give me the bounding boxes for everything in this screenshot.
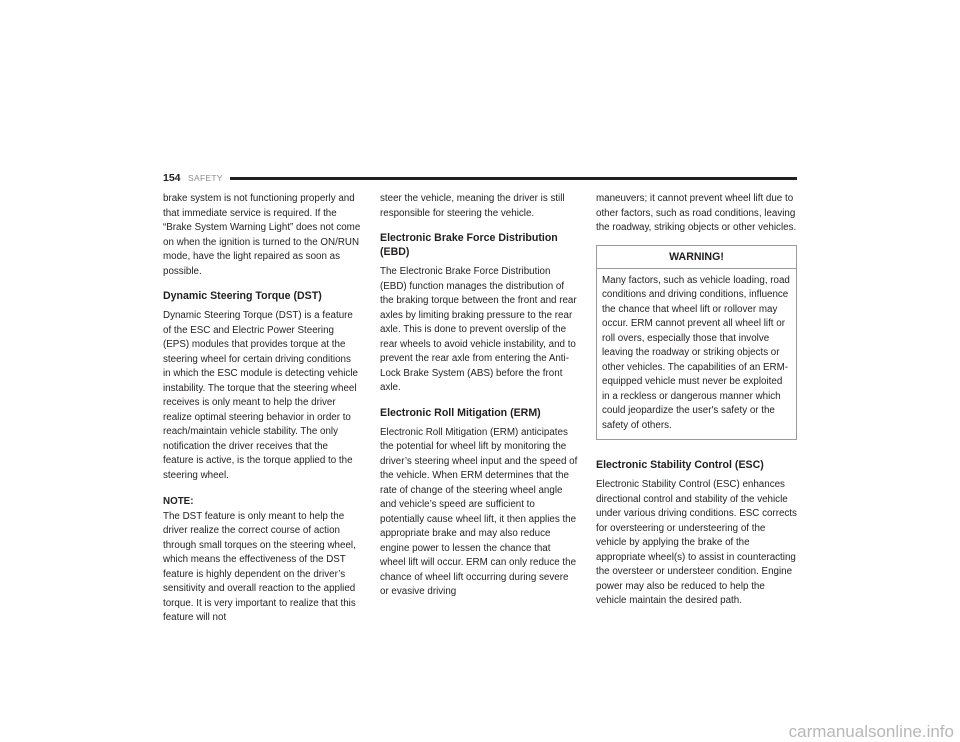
esc-paragraph: Electronic Stability Control (ESC) enhances directional control and stability of the vehicle under various driving conditions. ESC corrects for oversteering or understeering of the vehicle by applying the brake of the appropriate wheel(s) to assist in counteracting the oversteer or understeer condition. Engine power may also be reduced to help the vehicle maintain the desired path. (596, 479, 797, 606)
erm-continued-paragraph: maneuvers; it cannot prevent wheel lift due to other factors, such as road conditions, leaving the roadway, striking objects or other vehicles. (596, 193, 797, 233)
header-rule (230, 177, 797, 180)
note-body: The DST feature is only meant to help the driver realize the correct course of action through small torques on the steering wheel, which means the effectiveness of the DST feature is highly dependent on the driver’s sensitivity and overall reaction to the applied torque. It is very important to realize that this feature will not (163, 510, 356, 623)
column-middle (380, 192, 578, 600)
dst-heading: Dynamic Steering Torque (DST) (163, 290, 322, 302)
column-right (596, 192, 797, 609)
dst-paragraph: Dynamic Steering Torque (DST) is a feature of the ESC and Electric Power Steering (EPS) modules that provides torque at the steering wheel for certain driving conditions in which the ESC module is detecting vehicle instability. The torque that the steering wheel receives is only meant to help the driver realize optimal steering behavior in order to reach/maintain vehicle stability. The only notification the driver receives that the feature is active, is the torque applied to the steering wheel. (163, 310, 358, 481)
dst-continued-paragraph: steer the vehicle, meaning the driver is still responsible for steering the vehicle. (380, 193, 565, 219)
brake-warning-paragraph: brake system is not functioning properly and that immediate service is required. If the “Brake System Warning Light” does not come on when the ignition is turned to the ON/RUN mode, have the light repaired as soon as possible. (163, 193, 361, 277)
erm-paragraph: Electronic Roll Mitigation (ERM) anticipates the potential for wheel lift by monitoring the driver’s steering wheel input and the speed of the vehicle. When ERM determines that the rate of change of the steering wheel angle and vehicle’s speed are sufficient to potentially cause wheel lift, it then applies the appropriate brake and may also reduce engine power to lessen the chance that wheel lift will occur. ERM can only reduce the chance of wheel lift occurring during severe or evasive driving (380, 426, 578, 597)
note-label: NOTE: (163, 496, 194, 507)
warning-body: Many factors, such as vehicle loading, road conditions and driving conditions, influence the chance that wheel lift or rollover may occur. ERM cannot prevent all wheel lift or roll overs, especially those that involve leaving the roadway or striking objects or other vehicles. The capabilities of an ERM-equipped vehicle must never be exploited in a reckless or dangerous manner which could jeopardize the user's safety or the safety of others. (602, 274, 790, 431)
note (163, 495, 361, 626)
erm-heading: Electronic Roll Mitigation (ERM) (380, 406, 541, 419)
warning-title: WARNING! (597, 246, 796, 269)
page-header (163, 171, 797, 187)
watermark: carmanualsonline.info (788, 722, 954, 741)
esc-heading: Electronic Stability Control (ESC) (596, 459, 764, 471)
ebd-heading: Electronic Brake Force Distribution (EBD) (380, 232, 558, 258)
section-title: SAFETY (188, 173, 223, 183)
column-left (163, 192, 361, 626)
page-number: 154 (163, 172, 181, 184)
ebd-paragraph: The Electronic Brake Force Distribution (EBD) function manages the distribution of the braking torque between the front and rear axles by limiting braking pressure to the rear axle. This is done to prevent overslip of the rear wheels to avoid vehicle instability, and to prevent the rear axle from entering the Anti-Lock Brake System (ABS) before the front axle. (380, 266, 577, 393)
warning-box (596, 245, 797, 441)
